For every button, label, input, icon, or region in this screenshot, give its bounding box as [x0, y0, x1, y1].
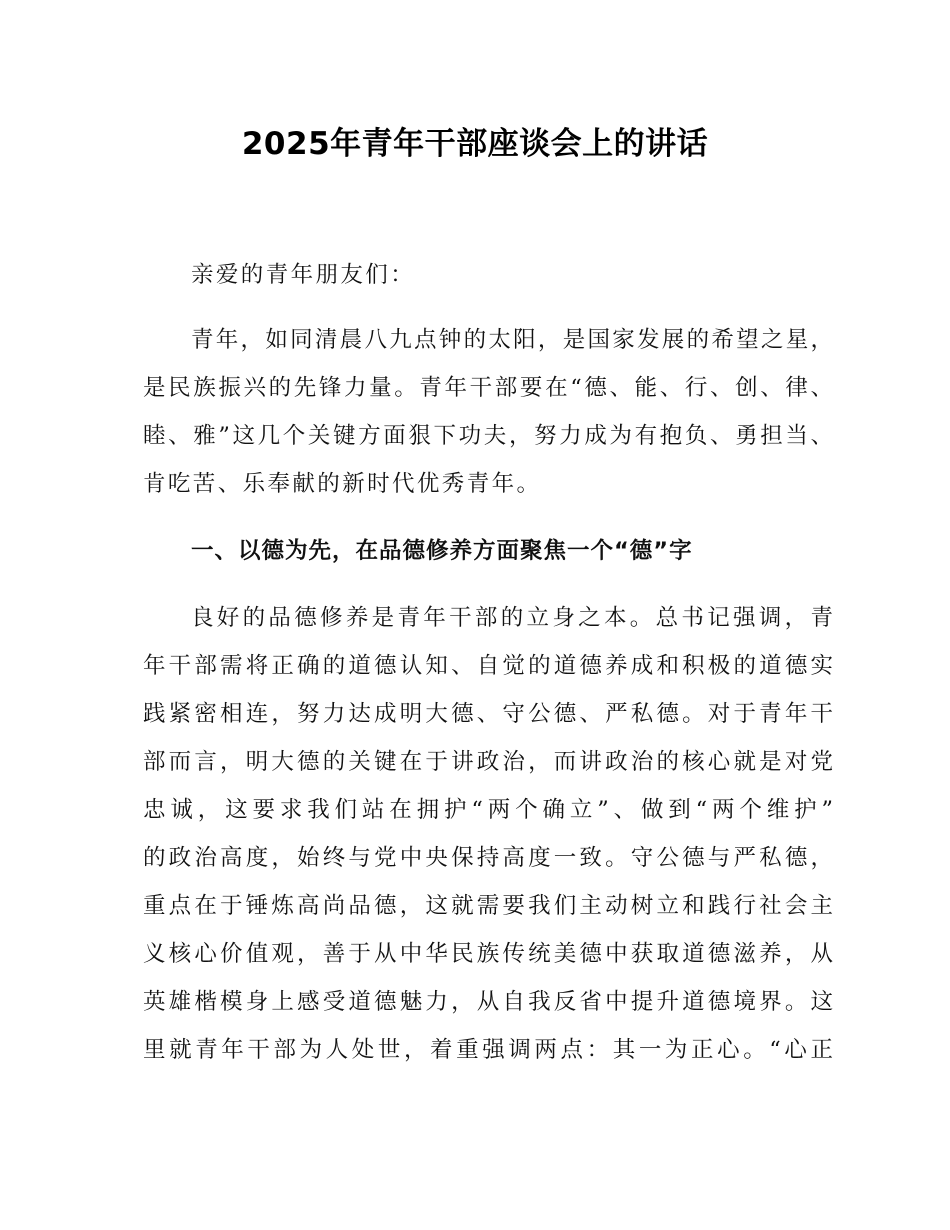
paragraph-line: 青年，如同清晨八九点钟的太阳，是国家发展的希望之星， — [191, 327, 833, 353]
paragraph-line: 英雄楷模身上感受道德魅力，从自我反省中提升道德境界。这 — [143, 989, 833, 1015]
document-title: 2025年青年干部座谈会上的讲话 — [241, 126, 709, 162]
paragraph-line: 良好的品德修养是青年干部的立身之本。总书记强调，青 — [191, 605, 833, 631]
paragraph-line: 忠诚，这要求我们站在拥护“两个确立”、做到“两个维护” — [143, 797, 833, 823]
paragraph-line: 部而言，明大德的关键在于讲政治，而讲政治的核心就是对党 — [143, 749, 833, 775]
paragraph-line: 践紧密相连，努力达成明大德、守公德、严私德。对于青年干 — [143, 701, 833, 727]
salutation: 亲爱的青年朋友们： — [191, 262, 416, 288]
paragraph-line: 是民族振兴的先锋力量。青年干部要在“德、能、行、创、律、 — [143, 375, 833, 401]
paragraph-line: 睦、雅”这几个关键方面狠下功夫，努力成为有抱负、勇担当、 — [143, 423, 833, 449]
paragraph-line: 里就青年干部为人处世，着重强调两点：其一为正心。“心正 — [143, 1037, 833, 1063]
paragraph-line: 义核心价值观，善于从中华民族传统美德中获取道德滋养，从 — [143, 941, 833, 967]
paragraph-line: 重点在于锤炼高尚品德，这就需要我们主动树立和践行社会主 — [143, 893, 833, 919]
paragraph-line: 肯吃苦、乐奉献的新时代优秀青年。 — [143, 471, 542, 497]
paragraph-line: 的政治高度，始终与党中央保持高度一致。守公德与严私德， — [143, 845, 833, 871]
paragraph-line: 年干部需将正确的道德认知、自觉的道德养成和积极的道德实 — [143, 653, 833, 679]
section-heading: 一、以德为先，在品德修养方面聚焦一个“德”字 — [191, 538, 693, 564]
